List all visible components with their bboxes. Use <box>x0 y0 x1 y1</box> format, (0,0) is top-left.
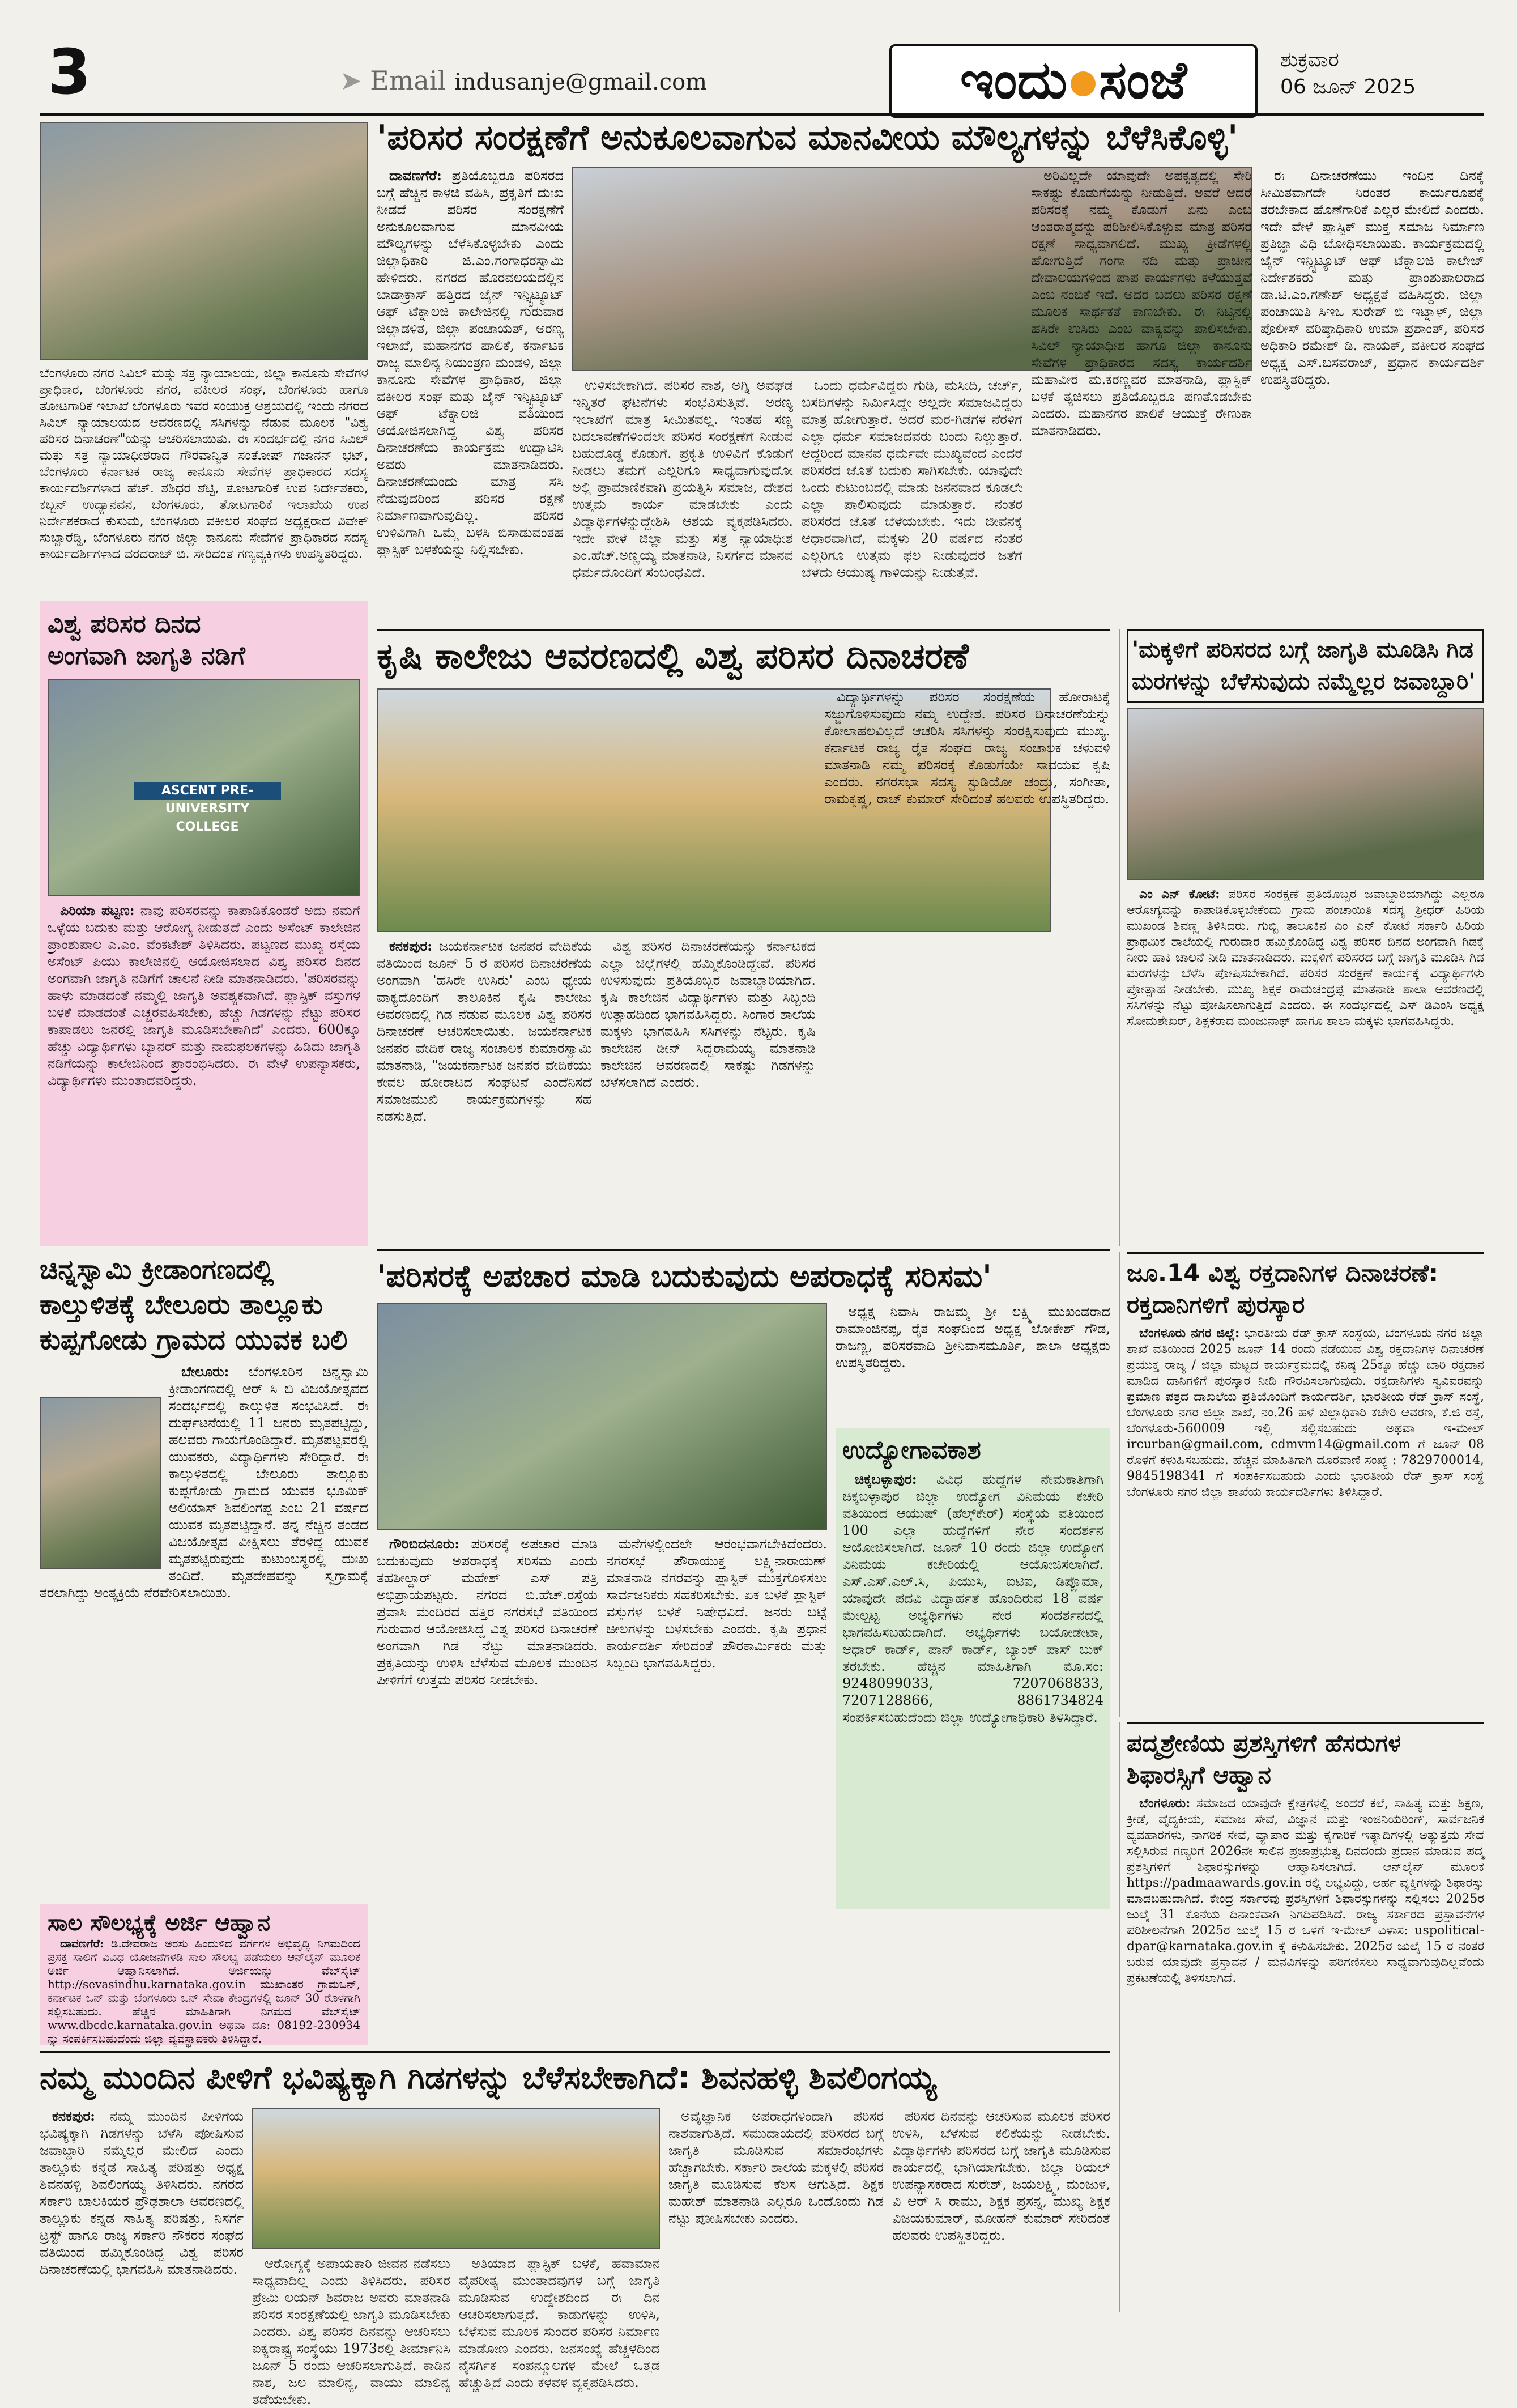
article7-col3 <box>836 1303 1110 1422</box>
article5-col3 <box>824 688 1110 1244</box>
article2-body <box>48 902 360 1242</box>
article11-col5 <box>892 2108 1110 2312</box>
article7-col2 <box>606 1535 827 1909</box>
article5-dateline: ಕನಕಪುರ: <box>389 938 433 954</box>
article11-text-5: ಪರಿಸರ ದಿನವನ್ನು ಆಚರಿಸುವ ಮೂಲಕ ಪರಿಸರ ಉಳಿಸಿ, ಬೆಳೆಸುವ ಕಲಿಕೆಯನ್ನು ನೀಡಬೇಕು. ವಿದ್ಯಾರ್ಥಿಗಳು ಪರಿಸರದ ಬಗ್ಗೆ ಜಾಗೃತಿ ಮೂಡಿಸುವ ಕಾರ್ಯದಲ್ಲಿ ಭಾಗಿಯಾಗಬೇಕು. ಜಿಲ್ಲಾ ರಿಯಲ್ ಉಪನ್ಯಾಸಕರಾದ ಸುರೇಶ್, ಜಯಲಕ್ಷ್ಮಿ, ಮಂಜುಳ, ವಿ ಆರ್ ಸಿ ರಾಮು, ಶಿಕ್ಷಕ ಪ್ರಸನ್ನ, ಮುಖ್ಯ ಶಿಕ್ಷಕ ವಿಜಯಕುಮಾರ್, ಮೋಹನ್ ಕುಮಾರ್ ಸೇರಿದಂತೆ ಹಲವರು ಉಪಸ್ಥಿತರಿದ್ದರು. <box>892 2108 1110 2243</box>
page-number: 3 <box>48 36 91 108</box>
masthead-rule <box>40 113 1484 116</box>
logo-left-text: ಇಂದು <box>960 50 1068 110</box>
article7-text-1: ಪರಿಸರಕ್ಕೆ ಅಪಚಾರ ಮಾಡಿ ಬದುಕುವುದು ಅಪರಾಧಕ್ಕೆ ಸರಿಸಮ ಎಂದು ತಹಶೀಲ್ದಾರ್ ಮಹೇಶ್ ಎಸ್ ಪತ್ರಿ ಅಭಿಪ್ರಾಯಪಟ್ಟರು. ನಗರದ ಬಿ.ಹೆಚ್.ರಸ್ತೆಯ ಪ್ರವಾಸಿ ಮಂದಿರದ ಹತ್ತಿರ ನಗರಸಭೆ ವತಿಯಿಂದ ಗುರುವಾರ ಆಯೋಜಿಸಿದ್ದ ವಿಶ್ವ ಪರಿಸರ ದಿನಾಚರಣೆ ಅಂಗವಾಗಿ ಗಿಡ ನೆಟ್ಟು ಮಾತನಾಡಿದರು. ಪ್ರಕೃತಿಯನ್ನು ಉಳಿಸಿ ಬೆಳೆಸುವ ಮೂಲಕ ಮುಂದಿನ ಪೀಳಿಗೆಗೆ ಉತ್ತಮ ಪರಿಸರ ನೀಡಬೇಕು. <box>377 1536 598 1688</box>
article6-box <box>1119 629 1484 1246</box>
article1-headline: 'ಪರಿಸರ ಸಂರಕ್ಷಣೆಗೆ ಅನುಕೂಲವಾಗುವ ಮಾನವೀಯ ಮೌಲ್ಯಗಳನ್ನು ಬೆಳೆಸಿಕೊಳ್ಳಿ' <box>377 118 1238 158</box>
email-address[interactable]: indusanje@gmail.com <box>454 69 708 95</box>
article4-text: ಡಿ.ದೇವರಾಜ ಅರಸು ಹಿಂದುಳಿದ ವರ್ಗಗಳ ಅಭಿವೃದ್ಧಿ ನಿಗಮದಿಂದ ಪ್ರಸಕ್ತ ಸಾಲಿಗೆ ವಿವಿಧ ಯೋಜನೆಗಳಡಿ ಸಾಲ ಸೌಲಭ್ಯ ಪಡೆಯಲು ಆನ್‌ಲೈನ್ ಮೂಲಕ ಅರ್ಜಿ ಆಹ್ವಾನಿಸಲಾಗಿದೆ. ಅರ್ಜಿಯನ್ನು ವೆಬ್‌ಸೈಟ್ http://sevasindhu.karnataka.gov.in ಮುಖಾಂತರ ಗ್ರಾಮಒನ್, ಕರ್ನಾಟಕ ಒನ್ ಮತ್ತು ಬೆಂಗಳೂರು ಒನ್ ಸೇವಾ ಕೇಂದ್ರಗಳಲ್ಲಿ ಜೂನ್ 30 ರೊಳಗಾಗಿ ಸಲ್ಲಿಸಬಹುದು. ಹೆಚ್ಚಿನ ಮಾಹಿತಿಗಾಗಿ ನಿಗಮದ ವೆಬ್‌ಸೈಟ್ www.dbcdc.karnataka.gov.in ಅಥವಾ ದೂ: 08192-230934 ನ್ನು ಸಂಪರ್ಕಿಸಬಹುದೆಂದು ಜಿಲ್ಲಾ ವ್ಯವಸ್ಥಾಪಕರು ತಿಳಿಸಿದ್ದಾರೆ. <box>48 1937 360 2045</box>
sun-icon <box>1071 71 1096 96</box>
court-event-caption: ಬೆಂಗಳೂರು ನಗರ ಸಿವಿಲ್ ಮತ್ತು ಸತ್ರ ನ್ಯಾಯಾಲಯ, ಜಿಲ್ಲಾ ಕಾನೂನು ಸೇವೆಗಳ ಪ್ರಾಧಿಕಾರ, ಬೆಂಗಳೂರು ನಗರ, ವಕೀಲರ ಸಂಘ, ಬೆಂಗಳೂರು ಹಾಗೂ ತೋಟಗಾರಿಕೆ ಇಲಾಖೆ ಬೆಂಗಳೂರು ಇವರ ಸಂಯುಕ್ತ ಆಶ್ರಯದಲ್ಲಿ ಇಂದು ನಗರದ ಸಿವಿಲ್ ನ್ಯಾಯಾಲಯದ ಆವರಣದಲ್ಲಿ ಸಸಿಗಳನ್ನು ನೆಡುವ ಮೂಲಕ "ವಿಶ್ವ ಪರಿಸರ ದಿನಾಚರಣೆ"ಯನ್ನು ಆಚರಿಸಲಾಯಿತು. ಈ ಸಂದರ್ಭದಲ್ಲಿ ನಗರ ಸಿವಿಲ್ ಮತ್ತು ಸತ್ರ ನ್ಯಾಯಾಧೀಶರಾದ ಗೌರವಾನ್ವಿತ ಸಂತೋಷ್ ಗಜಾನನ್ ಭಟ್, ಬೆಂಗಳೂರು ಕರ್ನಾಟಕ ರಾಜ್ಯ ಕಾನೂನು ಸೇವೆಗಳ ಪ್ರಾಧಿಕಾರದ ಸದಸ್ಯ ಕಾರ್ಯದರ್ಶಿಗಳಾದ ಹೆಚ್. ಶಶಿಧರ ಶೆಟ್ಟಿ, ತೋಟಗಾರಿಕೆ ಉಪ ನಿರ್ದೇಶಕರು, ಕಬ್ಬನ್ ಉದ್ಯಾನವನ, ಬೆಂಗಳೂರು, ತೋಟಗಾರಿಕೆ ಇಲಾಖೆಯ ಉಪ ನಿರ್ದೇಶಕರಾದ ಕುಸುಮ, ಬೆಂಗಳೂರು ವಕೀಲರ ಸಂಘದ ಅಧ್ಯಕ್ಷರಾದ ವಿವೇಕ್ ಸುಬ್ಬಾರೆಡ್ಡಿ, ಬೆಂಗಳೂರು ನಗರ ಜಿಲ್ಲಾ ಕಾನೂನು ಸೇವೆಗಳ ಪ್ರಾಧಿಕಾರದ ಸದಸ್ಯ ಕಾರ್ಯದರ್ಶಿಗಳಾದ ವರದರಾಜ್ ಬಿ. ಸೇರಿದಂತೆ ಗಣ್ಯವ್ಯಕ್ತಿಗಳು ಉಪಸ್ಥಿತರಿದ್ದರು. <box>40 366 368 561</box>
masthead-email <box>340 65 736 99</box>
article6-title: 'ಮಕ್ಕಳಿಗೆ ಪರಿಸರದ ಬಗ್ಗೆ ಜಾಗೃತಿ ಮೂಡಿಸಿ ಗಿಡ ಮರಗಳನ್ನು ಬೆಳೆಸುವುದು ನಮ್ಮೆಲ್ಲರ ಜವಾಬ್ದಾರಿ' <box>1127 629 1484 703</box>
article3-title: ಚಿನ್ನಸ್ವಾಮಿ ಕ್ರೀಡಾಂಗಣದಲ್ಲಿ ಕಾಲ್ತುಳಿತಕ್ಕೆ ಬೇಲೂರು ತಾಲ್ಲೂಕು ಕುಪ್ಪಗೋಡು ಗ್ರಾಮದ ಯುವಕ ಬಲಿ <box>40 1254 348 1356</box>
article4-title: ಸಾಲ ಸೌಲಭ್ಯಕ್ಕೆ ಅರ್ಜಿ ಆಹ್ವಾನ <box>48 1910 270 1936</box>
article7-dateline: ಗೌರಿಬಿದನೂರು: <box>389 1535 460 1552</box>
article6-photo <box>1127 708 1484 880</box>
article1-col3 <box>802 377 1022 620</box>
court-event-photo <box>40 122 368 360</box>
article11-photo <box>252 2108 660 2249</box>
victim-photo <box>40 1397 161 1569</box>
article1-col2 <box>572 377 793 620</box>
issue-date: 06 ಜೂನ್ 2025 <box>1280 75 1416 99</box>
newspaper-logo <box>889 44 1258 118</box>
article2-title-2: ಅಂಗವಾಗಿ ಜಾಗೃತಿ ನಡಿಗೆ <box>48 641 245 670</box>
article11-text-1: ನಮ್ಮ ಮುಂದಿನ ಪೀಳಿಗೆಯ ಭವಿಷ್ಯಕ್ಕಾಗಿ ಗಿಡಗಳನ್ನು ಬೆಳೆಸಿ ಪೋಷಿಸುವ ಜವಾಬ್ದಾರಿ ನಮ್ಮೆಲ್ಲರ ಮೇಲಿದೆ ಎಂದು ತಾಲ್ಲೂಕು ಕನ್ನಡ ಸಾಹಿತ್ಯ ಪರಿಷತ್ತು ಅಧ್ಯಕ್ಷ ಶಿವನಹಳ್ಳಿ ಶಿವಲಿಂಗಯ್ಯ ತಿಳಿಸಿದರು. ನಗರದ ಸರ್ಕಾರಿ ಬಾಲಕಿಯರ ಪ್ರೌಢಶಾಲಾ ಆವರಣದಲ್ಲಿ ತಾಲ್ಲೂಕು ಕನ್ನಡ ಸಾಹಿತ್ಯ ಪರಿಷತ್ತು, ನಿಸರ್ಗ ಟ್ರಸ್ಟ್ ಹಾಗೂ ರಾಜ್ಯ ಸರ್ಕಾರಿ ನೌಕರರ ಸಂಘದ ವತಿಯಿಂದ ಹಮ್ಮಿಕೊಂಡಿದ್ದ ವಿಶ್ವ ಪರಿಸರ ದಿನಾಚರಣೆಯಲ್ಲಿ ಭಾಗವಹಿಸಿ ಮಾತನಾಡಿದರು. <box>40 2108 244 2277</box>
article2-photo <box>48 679 360 896</box>
article9-title: ಜೂ.14 ವಿಶ್ವ ರಕ್ತದಾನಿಗಳ ದಿನಾಚರಣೆ: ರಕ್ತದಾನಿಗಳಿಗೆ ಪುರಸ್ಕಾರ <box>1127 1252 1484 1321</box>
article9-dateline: ಬೆಂಗಳೂರು ನಗರ ಜಿಲ್ಲೆ: <box>1139 1326 1240 1341</box>
article11-top-rule <box>40 2051 1110 2053</box>
article10-body <box>1127 1796 1484 2305</box>
article1-text-5: ಈ ದಿನಾಚರಣೆಯು ಇಂದಿನ ದಿನಕ್ಕೆ ಸೀಮಿತವಾಗದೇ ನಿರಂತರ ಕಾರ್ಯರೂಪಕ್ಕೆ ತರಬೇಕಾದ ಹೊಣೆಗಾರಿಕೆ ಎಲ್ಲರ ಮೇಲಿದೆ ಎಂದರು. ಇದೇ ವೇಳೆ ಪ್ಲಾಸ್ಟಿಕ್ ಮುಕ್ತ ಸಮಾಜ ನಿರ್ಮಾಣ ಪ್ರತಿಜ್ಞಾ ವಿಧಿ ಬೋಧಿಸಲಾಯಿತು. ಕಾರ್ಯಕ್ರಮದಲ್ಲಿ ಜೈನ್ ಇನ್ಸ್ಟಿಟ್ಯೂಟ್ ಆಫ್ ಟೆಕ್ನಾಲಜಿ ಕಾಲೇಜ್ ನಿರ್ದೇಶಕರು ಮತ್ತು ಪ್ರಾಂಶುಪಾಲರಾದ ಡಾ.ಟಿ.ಎಂ.ಗಣೇಶ್ ಅಧ್ಯಕ್ಷತೆ ವಹಿಸಿದ್ದರು. ಜಿಲ್ಲಾ ಪಂಚಾಯಿತಿ ಸಿಇಒ ಸುರೇಶ್ ಬಿ ಇಟ್ನಾಳ್, ಜಿಲ್ಲಾ ಪೊಲೀಸ್ ವರಿಷ್ಠಾಧಿಕಾರಿ ಉಮಾ ಪ್ರಶಾಂತ್, ಪರಿಸರ ಅಧಿಕಾರಿ ರಮೇಶ್ ಡಿ. ನಾಯಕ್, ವಕೀಲರ ಸಂಘದ ಅಧ್ಯಕ್ಷ ಎಸ್.ಬಸವರಾಜ್, ಪ್ರಧಾನ ಕಾರ್ಯದರ್ಶಿ ಉಪಸ್ಥಿತರಿದ್ದರು. <box>1260 168 1484 388</box>
article8-text: ವಿವಿಧ ಹುದ್ದೆಗಳ ನೇಮಕಾತಿಗಾಗಿ ಚಿಕ್ಕಬಳ್ಳಾಪುರ ಜಿಲ್ಲಾ ಉದ್ಯೋಗ ವಿನಿಮಯ ಕಚೇರಿ ವತಿಯಿಂದ ಆಯುಷ್ (ಹೆಲ್ತ್‌ಕೇರ್) ಸಂಸ್ಥೆಯ ವತಿಯಿಂದ 100 ಎಲ್ಲಾ ಹುದ್ದೆಗಳಿಗೆ ನೇರ ಸಂದರ್ಶನ ಆಯೋಜಿಸಲಾಗಿದೆ. ಜೂನ್ 10 ರಂದು ಜಿಲ್ಲಾ ಉದ್ಯೋಗ ವಿನಿಮಯ ಕಚೇರಿಯಲ್ಲಿ ಆಯೋಜಿಸಲಾಗಿದೆ. ಎಸ್.ಎಸ್.ಎಲ್.ಸಿ, ಪಿಯುಸಿ, ಐಟಿಐ, ಡಿಪ್ಲೊಮಾ, ಯಾವುದೇ ಪದವಿ ವಿದ್ಯಾರ್ಹತೆ ಹೊಂದಿರುವ 18 ವರ್ಷ ಮೇಲ್ಪಟ್ಟ ಅಭ್ಯರ್ಥಿಗಳು ನೇರ ಸಂದರ್ಶನದಲ್ಲಿ ಭಾಗವಹಿಸಬಹುದಾಗಿದೆ. ಅಭ್ಯರ್ಥಿಗಳು ಬಯೋಡೇಟಾ, ಆಧಾರ್ ಕಾರ್ಡ್, ಪಾನ್ ಕಾರ್ಡ್, ಬ್ಯಾಂಕ್ ಪಾಸ್ ಬುಕ್ ತರಬೇಕು. ಹೆಚ್ಚಿನ ಮಾಹಿತಿಗಾಗಿ ಮೊ.ಸಂ: 9248099033, 7207068833, 7207128866, 8861734824 ಸಂಪರ್ಕಿಸಬಹುದೆಂದು ಜಿಲ್ಲಾ ಉದ್ಯೋಗಾಧಿಕಾರಿ ತಿಳಿಸಿದ್ದಾರೆ. <box>842 1471 1103 1725</box>
article1-text-3: ಒಂದು ಧರ್ಮವಿದ್ದರು ಗುಡಿ, ಮಸೀದಿ, ಚರ್ಚ್, ಬಸದಿಗಳನ್ನು ನಿರ್ಮಿಸಿದ್ದೇ ಅಲ್ಲದೇ ಸಮಾಜವಿದ್ದರು ಮಾತ್ರ ಹೋಗುತ್ತಾರೆ. ಅದರೆ ಮರ-ಗಿಡಗಳ ನೆರಳಿಗೆ ಎಲ್ಲಾ ಧರ್ಮ ಸಮಾಜದವರು ಬಂದು ನಿಲ್ಲುತ್ತಾರೆ. ಆದ್ದರಿಂದ ಮಾನವ ಧರ್ಮವೇ ಮುಖ್ಯವೆಂದ ಎಂದರೆ ಪರಿಸರದ ಜೊತೆ ಬದುಕು ಸಾಗಿಸಬೇಕು. ಯಾವುದೇ ಒಂದು ಕುಟುಂಬದಲ್ಲಿ ಮಾಡು ಜನನವಾದ ಕೂಡಲೇ ಎಲ್ಲಾ ಪಾಲಿಸುವುದು ಮಾಡುತ್ತಾರೆ. ನಂತರ ಪರಿಸರದ ಜೊತೆ ಬೆಳೆಯಬೇಕು. ಇದು ಜೀವನಕ್ಕೆ ಆಧಾರವಾಗಿದೆ, ಮಕ್ಕಳು 20 ವರ್ಷದ ನಂತರ ಎಲ್ಲರಿಗೂ ಉತ್ತಮ ಫಲ ನೀಡುವುದರ ಜತೆಗೆ ಬೆಳೆದು ಆಯುಷ್ಯ ಗಾಳಿಯನ್ನು ನೀಡುತ್ತವೆ. <box>802 377 1022 580</box>
masthead-date <box>1280 46 1484 109</box>
logo-right-text: ಸಂಜೆ <box>1099 50 1187 110</box>
article2-box <box>40 601 368 1246</box>
article3-box <box>40 1252 368 1898</box>
article11-text-2: ಆರೋಗ್ಯಕ್ಕೆ ಅಪಾಯಕಾರಿ ಜೀವನ ನಡೆಸಲು ಸಾಧ್ಯವಾದಿಲ್ಲ ಎಂದು ತಿಳಿಸಿದರು. ಪರಿಸರ ಪ್ರೇಮಿ ಲಯನ್ ಶಿವರಾಜ ಅವರು ಮಾತನಾಡಿ ಪರಿಸರ ಸಂರಕ್ಷಣೆಯಲ್ಲಿ ಜಾಗೃತಿ ಮೂಡಿಸಬೇಕು ಎಂದರು. ವಿಶ್ವ ಪರಿಸರ ದಿನವನ್ನು ಆಚರಿಸಲು ಐಕ್ಯರಾಷ್ಟ್ರ ಸಂಸ್ಥೆಯು 1973ರಲ್ಲಿ ತೀರ್ಮಾನಿಸಿ ಜೂನ್ 5 ರಂದು ಆಚರಿಸಲಾಗುತ್ತಿದೆ. ಕಾಡಿನ ನಾಶ, ಜಲ ಮಾಲಿನ್ಯ, ವಾಯು ಮಾಲಿನ್ಯ ತಡೆಯಬೇಕು. <box>252 2256 450 2407</box>
article10-title: ಪದ್ಮಶ್ರೇಣಿಯ ಪ್ರಶಸ್ತಿಗಳಿಗೆ ಹೆಸರುಗಳ ಶಿಫಾರಸ್ಸಿಗೆ ಆಹ್ವಾನ <box>1127 1722 1484 1791</box>
article7-top-rule <box>377 1249 1110 1251</box>
article10-dateline: ಬೆಂಗಳೂರು: <box>1139 1796 1191 1811</box>
article7-col1 <box>377 1535 598 1909</box>
article8-title: ಉದ್ಯೋಗಾವಕಾಶ <box>842 1436 981 1465</box>
article8-box <box>836 1428 1110 1909</box>
article2-text: ನಾವು ಪರಿಸರವನ್ನು ಕಾಪಾಡಿಕೊಂಡರೆ ಅದು ನಮಗೆ ಒಳ್ಳೆಯ ಬದುಕು ಮತ್ತು ಆರೋಗ್ಯ ನೀಡುತ್ತದೆ ಎಂದು ಅಸೆಂಟ್ ಕಾಲೇಜಿನ ಪ್ರಾಂಶುಪಾಲ ಎ.ಎಂ. ವೆಂಕಟೇಶ್ ತಿಳಿಸಿದರು. ಪಟ್ಟಣದ ಮುಖ್ಯ ರಸ್ತೆಯ ಅಸೆಂಟ್ ಪಿಯು ಕಾಲೇಜಿನಲ್ಲಿ ಆಯೋಜಿಸಲಾದ ವಿಶ್ವ ಪರಿಸರ ದಿನದ ಅಂಗವಾಗಿ ಜಾಗೃತಿ ನಡಿಗೆಗೆ ಚಾಲನೆ ನೀಡಿ ಮಾತನಾಡಿದರು. 'ಪರಿಸರವನ್ನು ಹಾಳು ಮಾಡದಂತೆ ನಮ್ಮಲ್ಲಿ ಜಾಗೃತಿ ಅವಶ್ಯಕವಾಗಿದೆ. ಪ್ಲಾಸ್ಟಿಕ್ ವಸ್ತುಗಳ ಬಳಕೆ ಮಾಡದಂತೆ ಎಚ್ಚರವಹಿಸಬೇಕು, ಹೆಚ್ಚು ಗಿಡಗಳನ್ನು ನೆಟ್ಟು ಪರಿಸರ ಕಾಪಾಡಲು ಜನರಲ್ಲಿ ಜಾಗೃತಿ ಮೂಡಿಸಬೇಕಾಗಿದೆ' ಎಂದರು. 600ಕ್ಕೂ ಹೆಚ್ಚು ವಿದ್ಯಾರ್ಥಿಗಳು ಬ್ಯಾನರ್ ಮತ್ತು ನಾಮಫಲಕಗಳನ್ನು ಹಿಡಿದು ಜಾಗೃತಿ ನಡಿಗೆಯನ್ನು ಕಾಲೇಜಿನಿಂದ ಪ್ರಾರಂಭಿಸಿದರು. ಈ ವೇಳೆ ಉಪನ್ಯಾಸಕರು, ವಿದ್ಯಾರ್ಥಿಗಳು ಮುಂತಾದವರಿದ್ದರು. <box>48 903 360 1088</box>
article3-text: ಬೆಂಗಳೂರಿನ ಚಿನ್ನಸ್ವಾಮಿ ಕ್ರೀಡಾಂಗಣದಲ್ಲಿ ಆರ್ ಸಿ ಬಿ ವಿಜಯೋತ್ಸವದ ಸಂದರ್ಭದಲ್ಲಿ ಕಾಲ್ತುಳಿತ ಸಂಭವಿಸಿದೆ. ಈ ದುರ್ಘಟನೆಯಲ್ಲಿ 11 ಜನರು ಮೃತಪಟ್ಟಿದ್ದು, ಹಲವರು ಗಾಯಗೊಂಡಿದ್ದಾರೆ. ಮೃತಪಟ್ಟವರಲ್ಲಿ ಯುವಕರು, ವಿದ್ಯಾರ್ಥಿಗಳು ಸೇರಿದ್ದಾರೆ. ಈ ಕಾಲ್ತುಳಿತದಲ್ಲಿ ಬೇಲೂರು ತಾಲ್ಲೂಕು ಕುಪ್ಪಗೋಡು ಗ್ರಾಮದ ಯುವಕ ಭೂಮಿಕ್ ಅಲಿಯಾಸ್ ಶಿವಲಿಂಗಪ್ಪ ಎಂಬ 21 ವರ್ಷದ ಯುವಕ ಮೃತಪಟ್ಟಿದ್ದಾನೆ. ತನ್ನ ನೆಚ್ಚಿನ ತಂಡದ ವಿಜಯೋತ್ಸವ ವೀಕ್ಷಿಸಲು ತೆರಳಿದ್ದ ಯುವಕ ಮೃತಪಟ್ಟಿರುವುದು ಕುಟುಂಬಸ್ಥರಲ್ಲಿ ದುಃಖ ತಂದಿದೆ. ಮೃತದೇಹವನ್ನು ಸ್ವಗ್ರಾಮಕ್ಕೆ ತರಲಾಗಿದ್ದು ಅಂತ್ಯಕ್ರಿಯೆ ನೆರವೇರಿಸಲಾಯಿತು. <box>40 1364 368 1601</box>
article4-body <box>48 1937 360 2045</box>
article9-body <box>1127 1325 1484 1716</box>
article11-text-4: ಅವೈಜ್ಞಾನಿಕ ಅಪರಾಧಗಳಿಂದಾಗಿ ಪರಿಸರ ನಾಶವಾಗುತ್ತಿದೆ. ಸಮುದಾಯದಲ್ಲಿ ಪರಿಸರದ ಬಗ್ಗೆ ಜಾಗೃತಿ ಮೂಡಿಸುವ ಸಮಾರಂಭಗಳು ಹೆಚ್ಚಾಗಬೇಕು. ಸರ್ಕಾರಿ ಶಾಲೆಯ ಮಕ್ಕಳಲ್ಲಿ ಪರಿಸರ ಜಾಗೃತಿ ಮೂಡಿಸುವ ಕೆಲಸ ಆಗುತ್ತಿದೆ. ಶಿಕ್ಷಕ ಮಹೇಶ್ ಮಾತನಾಡಿ ಎಲ್ಲರೂ ಒಂದೊಂದು ಗಿಡ ನೆಟ್ಟು ಪೋಷಿಸಬೇಕು ಎಂದರು. <box>668 2108 884 2226</box>
article11-headline: ನಮ್ಮ ಮುಂದಿನ ಪೀಳಿಗೆ ಭವಿಷ್ಯಕ್ಕಾಗಿ ಗಿಡಗಳನ್ನು ಬೆಳೆಸಬೇಕಾಗಿದೆ: ಶಿವನಹಳ್ಳಿ ಶಿವಲಿಂಗಯ್ಯ <box>40 2060 937 2096</box>
article1-text-1: ಪ್ರತಿಯೊಬ್ಬರೂ ಪರಿಸರದ ಬಗ್ಗೆ ಹೆಚ್ಚಿನ ಕಾಳಜಿ ವಹಿಸಿ, ಪ್ರಕೃತಿಗೆ ದುಃಖ ನೀಡದೆ ಪರಿಸರ ಸಂರಕ್ಷಣೆಗೆ ಅನುಕೂಲವಾಗುವ ಮಾನವೀಯ ಮೌಲ್ಯಗಳನ್ನು ಬೆಳೆಸಿಕೊಳ್ಳಬೇಕು ಎಂದು ಜಿಲ್ಲಾಧಿಕಾರಿ ಜಿ.ಎಂ.ಗಂಗಾಧರಸ್ವಾಮಿ ಹೇಳಿದರು. ನಗರದ ಹೊರವಲಯದಲ್ಲಿನ ಬಾಡಾಕ್ರಾಸ್ ಹತ್ತಿರದ ಜೈನ್ ಇನ್ಸ್ಟಿಟ್ಯೂಟ್ ಆಫ್ ಟೆಕ್ನಾಲಜಿ ಕಾಲೇಜಿನಲ್ಲಿ ಗುರುವಾರ ಜಿಲ್ಲಾಡಳಿತ, ಜಿಲ್ಲಾ ಪಂಚಾಯತ್, ಅರಣ್ಯ ಇಲಾಖೆ, ಮಹಾನಗರ ಪಾಲಿಕೆ, ಕರ್ನಾಟಕ ರಾಜ್ಯ ಮಾಲಿನ್ಯ ನಿಯಂತ್ರಣ ಮಂಡಳಿ, ಜಿಲ್ಲಾ ಕಾನೂನು ಸೇವೆಗಳ ಪ್ರಾಧಿಕಾರ, ಜಿಲ್ಲಾ ವಕೀಲರ ಸಂಘ ಮತ್ತು ಜೈನ್ ಇನ್ಸ್ಟಿಟ್ಯೂಟ್ ಆಫ್ ಟೆಕ್ನಾಲಜಿ ವತಿಯಿಂದ ಆಯೋಜಿಸಲಾಗಿದ್ದ ವಿಶ್ವ ಪರಿಸರ ದಿನಾಚರಣೆಯ ಕಾರ್ಯಕ್ರಮ ಉದ್ಘಾಟಿಸಿ ಅವರು ಮಾತನಾಡಿದರು. ದಿನಾಚರಣೆಯಂದು ಮಾತ್ರ ಸಸಿ ನೆಡುವುದರಿಂದ ಪರಿಸರ ರಕ್ಷಣೆ ನಿರ್ಮಾಣವಾಗುವುದಿಲ್ಲ. ಪರಿಸರ ಉಳಿವಿಗಾಗಿ ಒಮ್ಮೆ ಬಳಸಿ ಬಿಸಾಡುವಂತಹ ಪ್ಲಾಸ್ಟಿಕ್ ಬಳಕೆಯನ್ನು ನಿಲ್ಲಿಸಬೇಕು. <box>377 168 564 558</box>
article1-dateline: ದಾವಣಗೆರೆ: <box>389 167 442 184</box>
article7-headline: 'ಪರಿಸರಕ್ಕೆ ಅಪಚಾರ ಮಾಡಿ ಬದುಕುವುದು ಅಪರಾಧಕ್ಕೆ ಸರಿಸಮ' <box>377 1258 992 1294</box>
article3-dateline: ಬೇಲೂರು: <box>181 1363 229 1380</box>
article11-col4 <box>668 2108 884 2312</box>
article11-dateline: ಕನಕಪುರ: <box>52 2108 96 2124</box>
email-label: Email <box>370 65 446 96</box>
article11-col3 <box>459 2255 660 2390</box>
article8-body <box>842 1471 1103 1901</box>
email-arrow-icon: ➤ <box>340 65 362 96</box>
article8-dateline: ಚಿಕ್ಕಬಳ್ಳಾಪುರ: <box>855 1471 917 1487</box>
article2-title-1: ವಿಶ್ವ ಪರಿಸರ ದಿನದ <box>48 610 201 639</box>
article4-dateline: ದಾವಣಗೆರೆ: <box>60 1937 104 1950</box>
article7-photo <box>377 1303 827 1530</box>
article5-text-2: ವಿಶ್ವ ಪರಿಸರ ದಿನಾಚರಣೆಯನ್ನು ಕರ್ನಾಟಕದ ಎಲ್ಲಾ ಜಿಲ್ಲೆಗಳಲ್ಲಿ ಹಮ್ಮಿಕೊಂಡಿದ್ದೇವೆ. ಪರಿಸರ ಉಳಿಸುವುದು ಪ್ರತಿಯೊಬ್ಬರ ಜವಾಬ್ದಾರಿಯಾಗಿದೆ. ಕೃಷಿ ಕಾಲೇಜಿನ ವಿದ್ಯಾರ್ಥಿಗಳು ಮತ್ತು ಸಿಬ್ಬಂದಿ ಉತ್ಸಾಹದಿಂದ ಭಾಗವಹಿಸಿದ್ದರು. ಸಿಂಗಾರ ಶಾಲೆಯ ಮಕ್ಕಳು ಭಾಗವಹಿಸಿ ಸಸಿಗಳನ್ನು ನೆಟ್ಟರು. ಕೃಷಿ ಕಾಲೇಜಿನ ಡೀನ್ ಸಿದ್ದರಾಮಯ್ಯ ಮಾತನಾಡಿ ಕಾಲೇಜಿನ ಆವರಣದಲ್ಲಿ ಸಾಕಷ್ಟು ಗಿಡಗಳನ್ನು ಬೆಳೆಸಲಾಗಿದೆ ಎಂದರು. <box>600 938 816 1090</box>
article5-col2 <box>600 938 816 1244</box>
article6-body <box>1127 886 1484 1209</box>
article6-text: ಪರಿಸರ ಸಂರಕ್ಷಣೆ ಪ್ರತಿಯೊಬ್ಬರ ಜವಾಬ್ದಾರಿಯಾಗಿದ್ದು ಎಲ್ಲರೂ ಆರೋಗ್ಯವನ್ನು ಕಾಪಾಡಿಕೊಳ್ಳಬೇಕೆಂದು ಗ್ರಾಮ ಪಂಚಾಯಿತಿ ಸದಸ್ಯ ಶ್ರೀಧರ್ ಹಿರಿಯ ಮುಖಂಡ ಶಿವಣ್ಣ ತಿಳಿಸಿದರು. ಗುಬ್ಬಿ ತಾಲೂಕಿನ ಎಂ ಎನ್ ಕೋಟೆ ಸರ್ಕಾರಿ ಹಿರಿಯ ಪ್ರಾಥಮಿಕ ಶಾಲೆಯಲ್ಲಿ ಗುರುವಾರ ಹಮ್ಮಿಕೊಂಡಿದ್ದ ವಿಶ್ವ ಪರಿಸರ ದಿನದ ಅಂಗವಾಗಿ ಗಿಡಕ್ಕೆ ನೀರು ಹಾಕಿ ಚಾಲನೆ ನೀಡಿ ಮಾತನಾಡಿದರು. ಮಕ್ಕಳಿಗೆ ಪರಿಸರದ ಬಗ್ಗೆ ಜಾಗೃತಿ ಮೂಡಿಸಿ ಗಿಡ ಮರಗಳನ್ನು ಬೆಳೆಸಿ ಪೋಷಿಸಬೇಕಾಗಿದೆ. ಪರಿಸರ ಸಂರಕ್ಷಣೆ ಕಾರ್ಯಕ್ಕೆ ವಿದ್ಯಾರ್ಥಿಗಳು ಪ್ರೋತ್ಸಾಹ ನೀಡಬೇಕು. ಮುಖ್ಯ ಶಿಕ್ಷಕ ರಾಮಚಂದ್ರಪ್ಪ ಮಾತನಾಡಿ ಶಾಲಾ ಆವರಣದಲ್ಲಿ ಸಸಿಗಳನ್ನು ನೆಟ್ಟು ಪೋಷಿಸಲಾಗುತ್ತಿದೆ ಎಂದರು. ಈ ಸಂದರ್ಭದಲ್ಲಿ ಎಸ್ ಡಿಎಂಸಿ ಅಧ್ಯಕ್ಷ ಸೋಮಶೇಖರ್, ಶಿಕ್ಷಕರಾದ ಮಂಜುನಾಥ್ ಹಾಗೂ ಶಾಲಾ ಮಕ್ಕಳು ಭಾಗವಹಿಸಿದ್ದರು. <box>1127 887 1484 1028</box>
article10-box <box>1119 1722 1484 2312</box>
article2-dateline: ಪಿರಿಯಾ ಪಟ್ಟಣ: <box>60 902 135 918</box>
article6-dateline: ಎಂ ಎನ್ ಕೋಟೆ: <box>1139 887 1220 901</box>
article5-text-3: ವಿದ್ಯಾರ್ಥಿಗಳನ್ನು ಪರಿಸರ ಸಂರಕ್ಷಣೆಯ ಹೋರಾಟಕ್ಕೆ ಸಜ್ಜುಗೊಳಿಸುವುದು ನಮ್ಮ ಉದ್ದೇಶ. ಪರಿಸರ ದಿನಾಚರಣೆಯನ್ನು ಕೋಲಾಹಲವಿಲ್ಲದೆ ಆಚರಿಸಿ ಸಸಿಗಳನ್ನು ಸಂರಕ್ಷಿಸುವುದು ಮುಖ್ಯ. ಕರ್ನಾಟಕ ರಾಜ್ಯ ರೈತ ಸಂಘದ ರಾಜ್ಯ ಸಂಚಾಲಕ ಚಳುವಳಿ ಮಾತನಾಡಿ ನಮ್ಮ ಪರಿಸರಕ್ಕೆ ಕೊಡುಗೆಯೇ ಸಾವಯವ ಕೃಷಿ ಎಂದರು. ನಗರಸಭಾ ಸದಸ್ಯ ಸ್ಟುಡಿಯೋ ಚಂದ್ರು, ಸಂಗೀತಾ, ರಾಮಕೃಷ್ಣ, ರಾಜ್ ಕುಮಾರ್ ಸೇರಿದಂತೆ ಹಲವರು ಉಪಸ್ಥಿತರಿದ್ದರು. <box>824 689 1110 807</box>
article9-box <box>1119 1252 1484 1717</box>
article11-col1 <box>40 2108 244 2312</box>
article9-text: ಭಾರತೀಯ ರೆಡ್ ಕ್ರಾಸ್ ಸಂಸ್ಥೆಯ, ಬೆಂಗಳೂರು ನಗರ ಜಿಲ್ಲಾ ಶಾಖೆ ವತಿಯಿಂದ 2025 ಜೂನ್ 14 ರಂದು ನಡೆಯುವ ವಿಶ್ವ ರಕ್ತದಾನಿಗಳ ದಿನಾಚರಣೆ ಪ್ರಯುಕ್ತ ರಾಜ್ಯ / ಜಿಲ್ಲಾ ಮಟ್ಟದ ಕಾರ್ಯಕ್ರಮದಲ್ಲಿ ಕನಿಷ್ಠ 25ಕ್ಕೂ ಹೆಚ್ಚು ಬಾರಿ ರಕ್ತದಾನ ಮಾಡಿದ ದಾನಿಗಳಿಗೆ ಪುರಸ್ಕಾರ ನೀಡಿ ಗೌರವಿಸಲಾಗುವುದು. ರಕ್ತದಾನಿಗಳು ಸ್ವವಿವರವನ್ನು ಪ್ರಮಾಣ ಪತ್ರದ ದಾಖಲೆಯ ಪ್ರತಿಯೊಂದಿಗೆ ಕಾರ್ಯದರ್ಶಿ, ಭಾರತೀಯ ರೆಡ್ ಕ್ರಾಸ್ ಸಂಸ್ಥೆ, ಬೆಂಗಳೂರು ನಗರ ಜಿಲ್ಲಾ ಶಾಖೆ, ನಂ.26 ಹಳೆ ಜಿಲ್ಲಾಧಿಕಾರಿ ಕಚೇರಿ ಆವರಣ, ಕೆ.ಜಿ ರಸ್ತೆ, ಬೆಂಗಳೂರು-560009 ಇಲ್ಲಿ ಸಲ್ಲಿಸಬಹುದು ಅಥವಾ ಇ-ಮೇಲ್ ircurban@gmail.com, cdmvm14@gmail.com ಗೆ ಜೂನ್ 08 ರೊಳಗೆ ಕಳುಹಿಸಬಹುದು. ಹೆಚ್ಚಿನ ಮಾಹಿತಿಗಾಗಿ ದೂರವಾಣಿ ಸಂಖ್ಯೆ : 7829700014, 9845198341 ಗೆ ಸಂಪರ್ಕಿಸಬಹುದು ಎಂದು ಭಾರತೀಯ ರೆಡ್ ಕ್ರಾಸ್ ಸಂಸ್ಥೆ ಬೆಂಗಳೂರು ನಗರ ಜಿಲ್ಲಾ ಶಾಖೆಯ ಕಾರ್ಯದರ್ಶಿಗಳು ತಿಳಿಸಿದ್ದಾರೆ. <box>1127 1326 1485 1499</box>
article11-col2 <box>252 2255 450 2407</box>
article5-headline: ಕೃಷಿ ಕಾಲೇಜು ಆವರಣದಲ್ಲಿ ವಿಶ್ವ ಪರಿಸರ ದಿನಾಚರಣೆ <box>377 635 969 677</box>
article1-col5 <box>1260 167 1484 620</box>
article1-col4 <box>1031 167 1252 620</box>
article7-text-3: ಅಧ್ಯಕ್ಷ ನಿವಾಸಿ ರಾಜಮ್ಮ ಶ್ರೀ ಲಕ್ಷ್ಮಿ ಮುಖಂಡರಾದ ರಾಮಾಂಜಿನಪ್ಪ, ರೈತ ಸಂಘದಿಂದ ಅಧ್ಯಕ್ಷ ಲೋಕೇಶ್ ಗೌಡ, ರಾಜಣ್ಣ, ಪರಿಸರವಾದಿ ಶ್ರೀನಿವಾಸಮೂರ್ತಿ, ಶಾಲಾ ಅಧ್ಯಕ್ಷರು ಉಪಸ್ಥಿತರಿದ್ದರು. <box>836 1304 1110 1371</box>
article5-col1 <box>377 938 592 1244</box>
article10-text: ಸಮಾಜದ ಯಾವುದೇ ಕ್ಷೇತ್ರಗಳಲ್ಲಿ ಅಂದರೆ ಕಲೆ, ಸಾಹಿತ್ಯ ಮತ್ತು ಶಿಕ್ಷಣ, ಕ್ರೀಡೆ, ವೈದ್ಯಕೀಯ, ಸಮಾಜ ಸೇವೆ, ವಿಜ್ಞಾನ ಮತ್ತು ಇಂಜಿನಿಯರಿಂಗ್, ಸಾರ್ವಜನಿಕ ವ್ಯವಹಾರಗಳು, ನಾಗರಿಕ ಸೇವೆ, ವ್ಯಾಪಾರ ಮತ್ತು ಕೈಗಾರಿಕೆ ಇತ್ಯಾದಿಗಳಲ್ಲಿ ಅತ್ಯುತ್ತಮ ಸೇವೆ ಸಲ್ಲಿಸಿರುವ ಗಣ್ಯರಿಗೆ 2026ನೇ ಸಾಲಿನ ಪ್ರಜಾಪ್ರಭುತ್ವ ದಿನದಂದು ಪ್ರದಾನ ಮಾಡುವ ಪದ್ಮ ಪ್ರಶಸ್ತಿಗಳಿಗೆ ಶಿಫಾರಸ್ಸುಗಳನ್ನು ಆಹ್ವಾನಿಸಲಾಗಿದೆ. ಆನ್‌ಲೈನ್ ಮೂಲಕ https://padmaawards.gov.in ರಲ್ಲಿ ಲಭ್ಯವಿದ್ದು, ಅರ್ಹ ವ್ಯಕ್ತಿಗಳನ್ನು ಶಿಫಾರಸ್ಸು ಮಾಡಬಹುದಾಗಿದೆ. ಕೇಂದ್ರ ಸರ್ಕಾರವು ಪ್ರಶಸ್ತಿಗಳಿಗೆ ಶಿಫಾರಸ್ಸುಗಳನ್ನು ಸಲ್ಲಿಸಲು 2025ರ ಜುಲೈ 31 ಕೊನೆಯ ದಿನಾಂಕವಾಗಿ ನಿಗದಿಪಡಿಸಿದೆ. ರಾಜ್ಯ ಸರ್ಕಾರದ ಪ್ರಸ್ತಾವನೆಗಳ ಪರಿಶೀಲನೆಗಾಗಿ 2025ರ ಜುಲೈ 15 ರ ಒಳಗೆ ಇ-ಮೇಲ್ ವಿಳಾಸ: uspolitical-dpar@karnataka.gov.in ಕ್ಕೆ ಕಳುಹಿಸಬೇಕು. 2025ರ ಜುಲೈ 15 ರ ನಂತರ ಬರುವ ಯಾವುದೇ ಪ್ರಸ್ತಾವನೆ / ಮನವಿಗಳನ್ನು ಪರಿಗಣಿಸಲು ಸಾಧ್ಯವಾಗುವುದಿಲ್ಲವೆಂದು ಪ್ರಕಟಣೆಯಲ್ಲಿ ತಿಳಿಸಲಾಗಿದೆ. <box>1127 1797 1484 1985</box>
article11-text-3: ಅತಿಯಾದ ಪ್ಲಾಸ್ಟಿಕ್ ಬಳಕೆ, ಹವಾಮಾನ ವೈಪರೀತ್ಯ ಮುಂತಾದವುಗಳ ಬಗ್ಗೆ ಜಾಗೃತಿ ಮೂಡಿಸುವ ಉದ್ದೇಶದಿಂದ ಈ ದಿನ ಆಚರಿಸಲಾಗುತ್ತದೆ. ಕಾಡುಗಳನ್ನು ಉಳಿಸಿ, ಬೆಳೆಸುವ ಮೂಲಕ ಸುಂದರ ಪರಿಸರ ನಿರ್ಮಾಣ ಮಾಡೋಣ ಎಂದರು. ಜನಸಂಖ್ಯೆ ಹೆಚ್ಚಳದಿಂದ ನೈಸರ್ಗಿಕ ಸಂಪನ್ಮೂಲಗಳ ಮೇಲೆ ಒತ್ತಡ ಹೆಚ್ಚುತ್ತಿದೆ ಎಂದು ಕಳವಳ ವ್ಯಕ್ತಪಡಿಸಿದರು. <box>459 2256 660 2390</box>
article1-text-2: ಉಳಿಸಬೇಕಾಗಿದೆ. ಪರಿಸರ ನಾಶ, ಅಗ್ನಿ ಅವಘಡ ಇನ್ನಿತರೆ ಘಟನೆಗಳು ಸಂಭವಿಸುತ್ತಿವೆ. ಅರಣ್ಯ ಇಲಾಖೆಗೆ ಮಾತ್ರ ಸೀಮಿತವಲ್ಲ. ಇಂತಹ ಸಣ್ಣ ಬದಲಾವಣೆಗಳಿಂದಲೇ ಪರಿಸರ ಸಂರಕ್ಷಣೆಗೆ ನೀಡುವ ಬಹುದೊಡ್ಡ ಕೊಡುಗೆ. ಪ್ರಕೃತಿ ಉಳಿವಿಗೆ ಕೊಡುಗೆ ನೀಡಲು ತಮಗೆ ಎಲ್ಲರಿಗೂ ಸಾಧ್ಯವಾಗುವುದೋ ಅಲ್ಲಿ ಪ್ರಾಮಾಣಿಕವಾಗಿ ಪ್ರಯತ್ನಿಸಿ ಸಮಾಜ, ದೇಶದ ಉತ್ತಮ ಕಾರ್ಯ ಮಾಡಬೇಕು ಎಂದು ವಿದ್ಯಾರ್ಥಿಗಳನ್ನುದ್ದೇಶಿಸಿ ಆಶಯ ವ್ಯಕ್ತಪಡಿಸಿದರು. ಇದೇ ವೇಳೆ ಜಿಲ್ಲಾ ಮತ್ತು ಸತ್ರ ನ್ಯಾಯಾಧೀಶ ಎಂ.ಹೆಚ್.ಅಣ್ಣಯ್ಯ ಮಾತನಾಡಿ, ನಿಸರ್ಗದ ಮಾನವ ಧರ್ಮದೊಂದಿಗೆ ಸಂಬಂಧವಿದೆ. <box>572 377 793 580</box>
article5-top-rule <box>377 629 1110 631</box>
article5-text-1: ಜಯಕರ್ನಾಟಕ ಜನಪರ ವೇದಿಕೆಯ ವತಿಯಿಂದ ಜೂನ್ 5 ರ ಪರಿಸರ ದಿನಾಚರಣೆಯ ಅಂಗವಾಗಿ 'ಹಸಿರೇ ಉಸಿರು' ಎಂಬ ಧ್ಯೇಯ ವಾಕ್ಯದೊಂದಿಗೆ ತಾಲೂಕಿನ ಕೃಷಿ ಕಾಲೇಜು ಆವರಣದಲ್ಲಿ ಗಿಡ ನೆಡುವ ಮೂಲಕ ವಿಶ್ವ ಪರಿಸರ ದಿನಾಚರಣೆ ಆಚರಿಸಲಾಯಿತು. ಜಯಕರ್ನಾಟಕ ಜನಪರ ವೇದಿಕೆ ರಾಜ್ಯ ಸಂಚಾಲಕ ಕುಮಾರಸ್ವಾಮಿ ಮಾತನಾಡಿ, "ಜಯಕರ್ನಾಟಕ ಜನಪರ ವೇದಿಕೆಯು ಕೇವಲ ಹೋರಾಟದ ಸಂಘಟನೆ ಎಂದೆನಿಸದೆ ಸಮಾಜಮುಖಿ ಕಾರ್ಯಕ್ರಮಗಳನ್ನು ಸಹ ನಡೆಸುತ್ತಿದೆ. <box>377 938 592 1124</box>
article3-body <box>40 1363 368 1873</box>
article1-col1 <box>377 167 564 620</box>
article4-box <box>40 1904 368 2045</box>
article7-text-2: ಮನೆಗಳಲ್ಲಿಂದಲೇ ಆರಂಭವಾಗಬೇಕಿದೆಂದರು. ನಗರಸಭೆ ಪೌರಾಯುಕ್ತ ಲಕ್ಷ್ಮಿನಾರಾಯಣ್ ಮಾತನಾಡಿ ನಗರವನ್ನು ಪ್ಲಾಸ್ಟಿಕ್ ಮುಕ್ತಗೊಳಿಸಲು ಸಾರ್ವಜನಿಕರು ಸಹಕರಿಸಬೇಕು. ಏಕ ಬಳಕೆ ಪ್ಲಾಸ್ಟಿಕ್ ವಸ್ತುಗಳ ಬಳಕೆ ನಿಷೇಧವಿದೆ. ಜನರು ಬಟ್ಟೆ ಚೀಲಗಳನ್ನು ಬಳಸಬೇಕು ಎಂದರು. ಕೃಷಿ ಪ್ರಧಾನ ಕಾರ್ಯದರ್ಶಿ ಸೇರಿದಂತೆ ಪೌರಕಾರ್ಮಿಕರು ಮತ್ತು ಸಿಬ್ಬಂದಿ ಭಾಗವಹಿಸಿದ್ದರು. <box>606 1536 827 1671</box>
article1-text-4: ಅರಿವಿಲ್ಲದೇ ಯಾವುದೇ ಅಪಕೃತ್ಯದಲ್ಲಿ ಸೇರಿ ಸಾಕಷ್ಟು ಕೊಡುಗೆಯನ್ನು ನೀಡುತ್ತಿದೆ. ಅವರೆ ಆದರೆ ಪರಿಸರಕ್ಕೆ ನಮ್ಮ ಕೊಡುಗೆ ಏನು ಎಂಬ ಆಂತರಾತ್ಮವನ್ನು ಪರಿಶೀಲಿಸಿಕೊಳ್ಳುವ ಮಾತ್ರ ಪರಿಸರ ರಕ್ಷಣೆ ಸಾಧ್ಯವಾಗಲಿದೆ. ಮುಖ್ಯ ಕ್ರೀಡೆಗಳಲ್ಲಿ ಹೋಗುತ್ತಿದೆ ಗಂಗಾ ನದಿ ಮತ್ತು ಪ್ರಾಚೀನ ದೇವಾಲಯಗಳಿಂದ ಪಾಪ ಕಾರ್ಯಗಳು ಕಳೆಯುತ್ತವೆ ಎಂಬ ನಂಬಿಕೆ ಇದೆ. ಅದರ ಬದಲು ಪರಿಸರ ರಕ್ಷಣೆ ಮೂಲಕ ಸಾರ್ಥಕತೆ ಕಾಣಬೇಕು. ಈ ನಿಟ್ಟಿನಲ್ಲಿ ಹಸಿರೇ ಉಸಿರು ಎಂಬ ವಾಕ್ಯವನ್ನು ಪಾಲಿಸಬೇಕು. ಸಿವಿಲ್ ನ್ಯಾಯಾಧೀಶ ಹಾಗೂ ಜಿಲ್ಲಾ ಕಾನೂನು ಸೇವೆಗಳ ಪ್ರಾಧಿಕಾರದ ಸದಸ್ಯ ಕಾರ್ಯದರ್ಶಿ ಮಹಾವೀರ ಮ.ಕರಣ್ಣವರ ಮಾತನಾಡಿ, ಪ್ಲಾಸ್ಟಿಕ್ ಬಳಕೆ ತ್ಯಜಿಸಲು ಪ್ರತಿಯೊಬ್ಬರೂ ಪಣತೊಡಬೇಕು ಎಂದರು. ಮಹಾನಗರ ಪಾಲಿಕೆ ಆಯುಕ್ತೆ ರೇಣುಕಾ ಮಾತನಾಡಿದರು. <box>1031 168 1252 439</box>
college-banner: ASCENT PRE-UNIVERSITY COLLEGE <box>134 782 281 800</box>
weekday: ಶುಕ್ರವಾರ <box>1280 48 1339 71</box>
